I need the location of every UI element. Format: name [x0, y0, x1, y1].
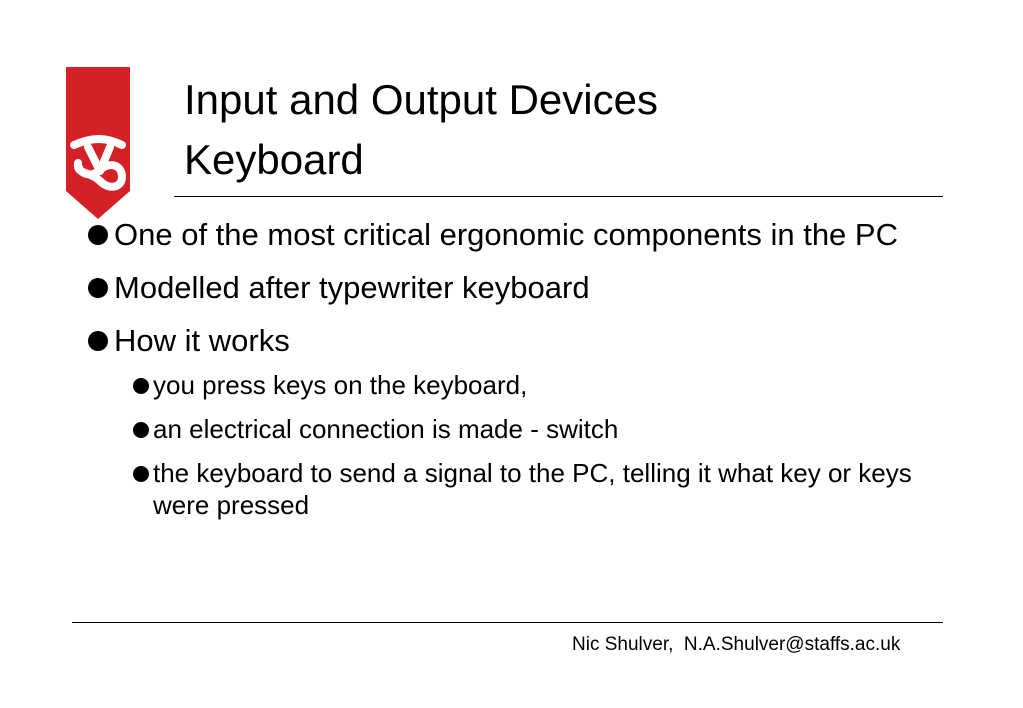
- staffordshire-knot-shield-icon: [66, 67, 138, 219]
- sub-bullet-item: [131, 457, 974, 521]
- bullet-item: [84, 216, 974, 253]
- bullet-dot-icon: [88, 331, 108, 351]
- bullet-text: Modelled after typewriter keyboard: [114, 270, 590, 305]
- footer-divider: [72, 622, 943, 623]
- slide-title: [184, 70, 658, 190]
- university-logo: [66, 67, 138, 219]
- title-line-2: Keyboard: [184, 136, 364, 183]
- title-line-1: Input and Output Devices: [184, 76, 658, 123]
- title-divider: [174, 196, 943, 197]
- bullet-dot-icon: [88, 225, 108, 245]
- bullet-text: How it works: [114, 323, 290, 358]
- sub-bullet-dot-icon: [133, 378, 149, 394]
- bullet-text: One of the most critical ergonomic components in the PC: [114, 217, 898, 252]
- sub-bullet-dot-icon: [133, 422, 149, 438]
- sub-bullet-item: [131, 369, 974, 401]
- bullet-item: [84, 322, 974, 359]
- bullet-list: [84, 216, 974, 533]
- footer-author: Nic Shulver, N.A.Shulver@staffs.ac.uk: [572, 634, 901, 655]
- bullet-dot-icon: [88, 278, 108, 298]
- bullet-item: [84, 269, 974, 306]
- sub-bullet-text: an electrical connection is made - switch: [153, 414, 619, 444]
- sub-bullet-text: you press keys on the keyboard,: [153, 370, 528, 400]
- sub-bullet-dot-icon: [133, 466, 149, 482]
- sub-bullet-text: the keyboard to send a signal to the PC, telling it what key or keys were pressed: [153, 458, 912, 520]
- sub-bullet-item: [131, 413, 974, 445]
